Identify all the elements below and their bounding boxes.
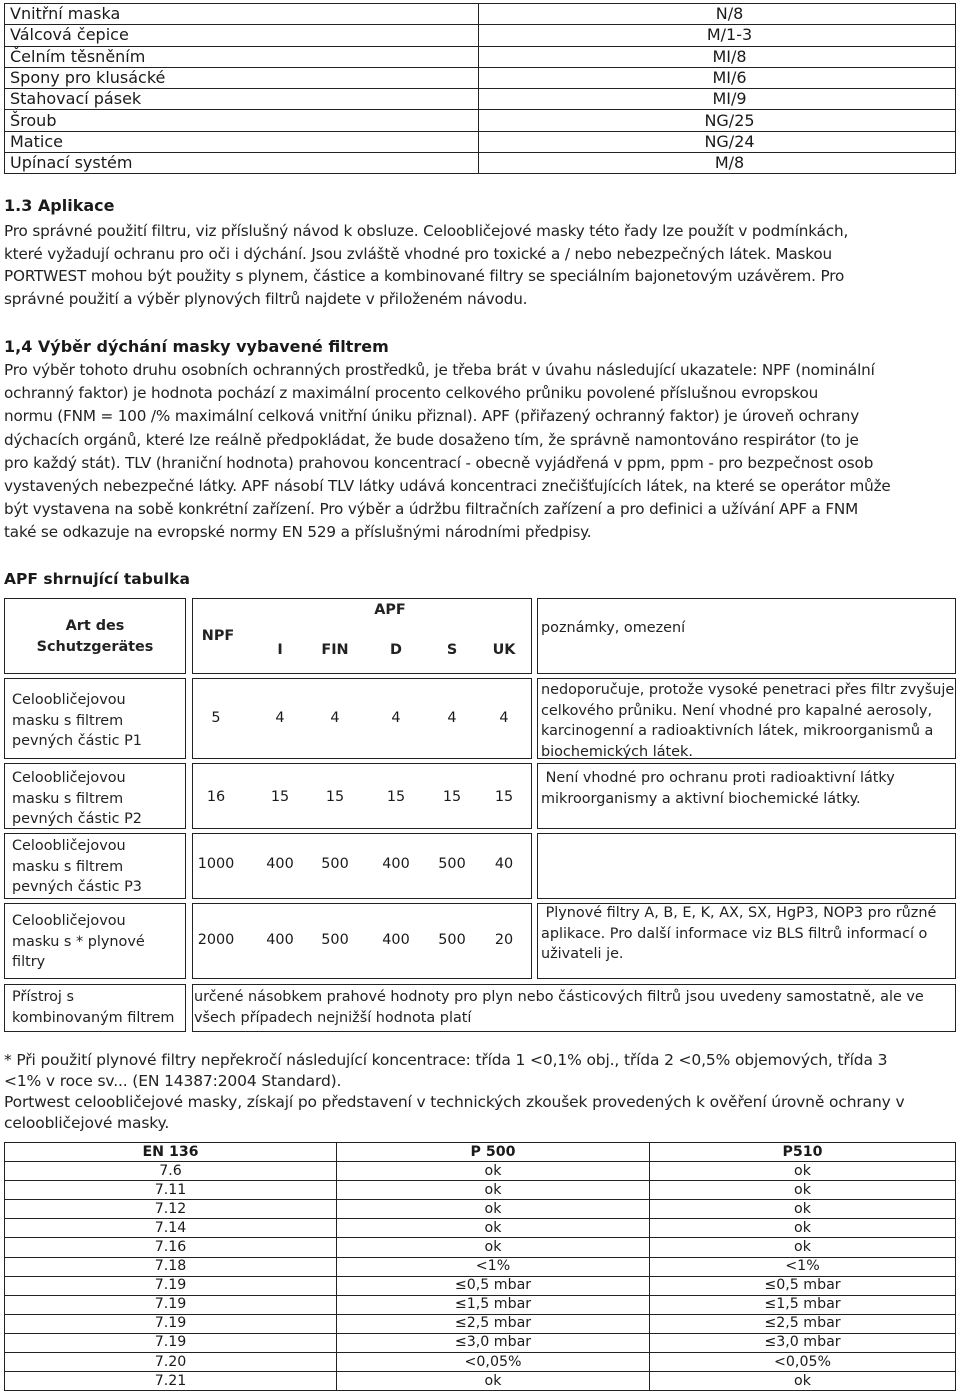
en136-cell: 7.6	[5, 1162, 337, 1181]
apf-col-header: UK	[492, 642, 516, 658]
parts-row	[5, 4, 956, 25]
apf-header-notes: poznámky, omezení	[541, 620, 686, 636]
parts-row	[5, 131, 956, 152]
apf-note-p1: nedoporučuje, protože vysoké penetraci přes filtr zvyšuje celkového průniku. Není vhodné pro kapalné aerosoly, karcinogenní a radioaktivních látek, mikroorganismů a biochemických látek.	[541, 682, 955, 760]
en136-cell: ok	[337, 1181, 650, 1200]
apf-value: 400	[382, 856, 410, 872]
apf-value: 15	[270, 789, 290, 805]
apf-value: 20	[494, 932, 514, 948]
apf-note-gas: Plynové filtry A, B, E, K, AX, SX, HgP3, NOP3 pro různé aplikace. Pro další informace viz BLS filtrů informací o uživateli je.	[541, 905, 937, 962]
apf-table-title: APF shrnující tabulka	[4, 570, 190, 588]
en136-cell: ok	[337, 1219, 650, 1238]
en136-cell: ≤0,5 mbar	[650, 1276, 956, 1295]
apf-header-device: Art des Schutzgerätes	[36, 618, 154, 655]
apf-value: 40	[494, 856, 514, 872]
part-code: M/1-3	[479, 25, 956, 46]
paragraph-line: vystavených nebezpečné látky. APF násobí TLV látky udává koncentraci znečišťujících látek, na které se operátor může	[4, 477, 891, 496]
footnote-line: celoobličejové masky.	[4, 1114, 170, 1132]
apf-col-header: FIN	[321, 642, 349, 658]
en136-cell: ≤1,5 mbar	[337, 1295, 650, 1314]
part-code: MI/8	[479, 46, 956, 67]
en136-cell: <1%	[650, 1257, 956, 1276]
footnote	[4, 1050, 956, 1134]
en136-cell: 7.16	[5, 1238, 337, 1257]
en136-cell: ≤2,5 mbar	[337, 1314, 650, 1333]
footnote-line: * Při použití plynové filtry nepřekročí následující koncentrace: třída 1 <0,1% obj., třída 2 <0,5% objemových, třída 3	[4, 1051, 888, 1069]
en136-test-table	[4, 1142, 956, 1391]
paragraph-line: dýchacích orgánů, které lze reálně předpokládat, že bude dosaženo tím, že správně namontováno respirátor (to je	[4, 430, 859, 449]
en136-row	[5, 1219, 956, 1238]
part-name: Spony pro klusácké	[5, 67, 479, 88]
part-name: Stahovací pásek	[5, 89, 479, 110]
en136-cell: ≤0,5 mbar	[337, 1276, 650, 1295]
en136-cell: <1%	[337, 1257, 650, 1276]
en136-cell: 7.19	[5, 1314, 337, 1333]
en136-header-row	[5, 1143, 956, 1162]
part-code: N/8	[479, 4, 956, 25]
apf-device-combined: Přístroj s kombinovaným filtrem	[12, 989, 175, 1026]
apf-value: 4	[391, 710, 401, 726]
footnote-line: Portwest celoobličejové masky, získají po představení v technických zkoušek provedených k ověření úrovně ochrany v	[4, 1093, 905, 1111]
part-code: NG/25	[479, 110, 956, 131]
parts-row	[5, 67, 956, 88]
paragraph-line: také se odkazuje na evropské normy EN 529 a příslušnými národními předpisy.	[4, 523, 592, 542]
en136-row	[5, 1353, 956, 1372]
paragraph-line: ochranný faktor) je hodnota pochází z maximální procento celkového průniku povolené příslušnou evropskou	[4, 384, 819, 403]
en136-cell: 7.19	[5, 1333, 337, 1352]
apf-table	[4, 598, 956, 1033]
part-name: Šroub	[5, 110, 479, 131]
npf-value: 1000	[197, 856, 235, 872]
apf-device-p2: Celoobličejovou masku s filtrem pevných částic P2	[12, 770, 142, 827]
en136-cell: <0,05%	[337, 1353, 650, 1372]
apf-device-gas: Celoobličejovou masku s * plynové filtry	[12, 913, 145, 970]
en136-cell: ok	[650, 1162, 956, 1181]
apf-device-p3: Celoobličejovou masku s filtrem pevných částic P3	[12, 838, 142, 895]
en136-row	[5, 1276, 956, 1295]
apf-col-header: I	[277, 642, 283, 658]
en136-row	[5, 1333, 956, 1352]
npf-value: 16	[206, 789, 226, 805]
parts-row	[5, 46, 956, 67]
part-code: MI/9	[479, 89, 956, 110]
part-name: Matice	[5, 131, 479, 152]
apf-header-npf: NPF	[201, 628, 235, 644]
en136-cell: 7.20	[5, 1353, 337, 1372]
apf-value: 4	[447, 710, 457, 726]
en136-cell: 7.19	[5, 1276, 337, 1295]
paragraph-line: pro každý stát). TLV (hraniční hodnota) prahovou koncentrací - obecně vyjádřená v ppm, ppm - pro bezpečnost osob	[4, 453, 874, 472]
apf-value: 500	[321, 932, 349, 948]
part-name: Čelním těsněním	[5, 46, 479, 67]
parts-row	[5, 110, 956, 131]
en136-cell: ≤2,5 mbar	[650, 1314, 956, 1333]
en136-cell: ok	[650, 1238, 956, 1257]
apf-header-apf: APF	[374, 602, 406, 618]
parts-table	[4, 3, 956, 174]
apf-value: 400	[266, 932, 294, 948]
apf-value: 500	[321, 856, 349, 872]
paragraph-line: Pro správné použití filtru, viz příslušný návod k obsluze. Celoobličejové masky této řady lze použít v podmínkách,	[4, 222, 849, 240]
en136-cell: 7.12	[5, 1200, 337, 1219]
apf-value: 15	[325, 789, 345, 805]
en136-header-cell: P510	[650, 1143, 956, 1162]
apf-value: 15	[386, 789, 406, 805]
apf-value: 400	[266, 856, 294, 872]
en136-header-cell: EN 136	[5, 1143, 337, 1162]
apf-value: 400	[382, 932, 410, 948]
apf-value: 15	[442, 789, 462, 805]
apf-col-header: S	[446, 642, 458, 658]
en136-row	[5, 1238, 956, 1257]
npf-value: 2000	[197, 932, 235, 948]
en136-row	[5, 1372, 956, 1391]
paragraph-line: PORTWEST mohou být použity s plynem, částice a kombinované filtry se speciálním bajonetovým uzávěrem. Pro	[4, 267, 845, 286]
part-name: Upínací systém	[5, 153, 479, 174]
en136-cell: ok	[650, 1200, 956, 1219]
paragraph-line: které vyžadují ochranu pro oči i dýchání. Jsou zvláště vhodné pro toxické a / nebo nebezpečných látek. Maskou	[4, 244, 833, 263]
en136-row	[5, 1257, 956, 1276]
part-name: Válcová čepice	[5, 25, 479, 46]
paragraph-line: Pro výběr tohoto druhu osobních ochranných prostředků, je třeba brát v úvahu následující ukazatele: NPF (nominální	[4, 361, 875, 379]
en136-cell: 7.14	[5, 1219, 337, 1238]
en136-cell: ok	[650, 1219, 956, 1238]
apf-value: 4	[330, 710, 340, 726]
npf-value: 5	[211, 710, 221, 726]
apf-col-header: D	[390, 642, 402, 658]
en136-row	[5, 1314, 956, 1333]
en136-cell: 7.19	[5, 1295, 337, 1314]
apf-values-cell	[192, 678, 532, 759]
footnote-line: <1% v roce sv... (EN 14387:2004 Standard).	[4, 1072, 342, 1090]
en136-cell: ok	[337, 1200, 650, 1219]
en136-cell: 7.11	[5, 1181, 337, 1200]
en136-cell: ok	[337, 1162, 650, 1181]
en136-row	[5, 1295, 956, 1314]
apf-values-cell	[192, 903, 532, 979]
apf-values-cell	[192, 763, 532, 829]
en136-row	[5, 1200, 956, 1219]
part-code: M/8	[479, 153, 956, 174]
en136-cell: 7.21	[5, 1372, 337, 1391]
en136-cell: ok	[650, 1372, 956, 1391]
applications-paragraph	[4, 220, 956, 310]
apf-note-combined: určené násobkem prahové hodnoty pro plyn nebo částicových filtrů jsou uvedeny samostatně, ale ve všech případech nejnižší hodnota platí	[194, 989, 924, 1026]
section-heading-applications: 1.3 Aplikace	[4, 196, 115, 215]
apf-note-p2: Není vhodné pro ochranu proti radioaktivní látky mikroorganismy a aktivní biochemické látky.	[541, 770, 895, 807]
en136-cell: ok	[337, 1372, 650, 1391]
paragraph-line: být vystavena na sobě konkrétní zařízení. Pro výběr a údržbu filtračních zařízení a pro definici a užívání APF a FNM	[4, 500, 859, 519]
apf-values-cell	[192, 833, 532, 899]
en136-cell: <0,05%	[650, 1353, 956, 1372]
part-name: Vnitřní maska	[5, 4, 479, 25]
en136-cell: ok	[650, 1181, 956, 1200]
part-code: NG/24	[479, 131, 956, 152]
en136-cell: ≤3,0 mbar	[650, 1333, 956, 1352]
apf-value: 500	[438, 856, 466, 872]
en136-cell: ≤1,5 mbar	[650, 1295, 956, 1314]
en136-cell: ok	[337, 1238, 650, 1257]
en136-cell: ≤3,0 mbar	[337, 1333, 650, 1352]
en136-header-cell: P 500	[337, 1143, 650, 1162]
selection-paragraph	[4, 359, 956, 545]
apf-value: 4	[499, 710, 509, 726]
parts-row	[5, 25, 956, 46]
en136-cell: 7.18	[5, 1257, 337, 1276]
en136-row	[5, 1162, 956, 1181]
en136-row	[5, 1181, 956, 1200]
part-code: MI/6	[479, 67, 956, 88]
apf-device-p1: Celoobličejovou masku s filtrem pevných částic P1	[12, 692, 142, 749]
apf-value: 500	[438, 932, 466, 948]
apf-notes-cell	[537, 833, 956, 899]
parts-row	[5, 153, 956, 174]
parts-row	[5, 89, 956, 110]
apf-value: 4	[275, 710, 285, 726]
section-heading-selection: 1,4 Výběr dýchání masky vybavené filtrem	[4, 337, 389, 356]
apf-value: 15	[494, 789, 514, 805]
paragraph-line: normu (FNM = 100 /% maximální celková vnitřní úniku přiznal). APF (přiřazený ochranný faktor) je úroveň ochrany	[4, 407, 860, 426]
paragraph-line: správné použití a výběr plynových filtrů najdete v přiloženém návodu.	[4, 289, 528, 308]
